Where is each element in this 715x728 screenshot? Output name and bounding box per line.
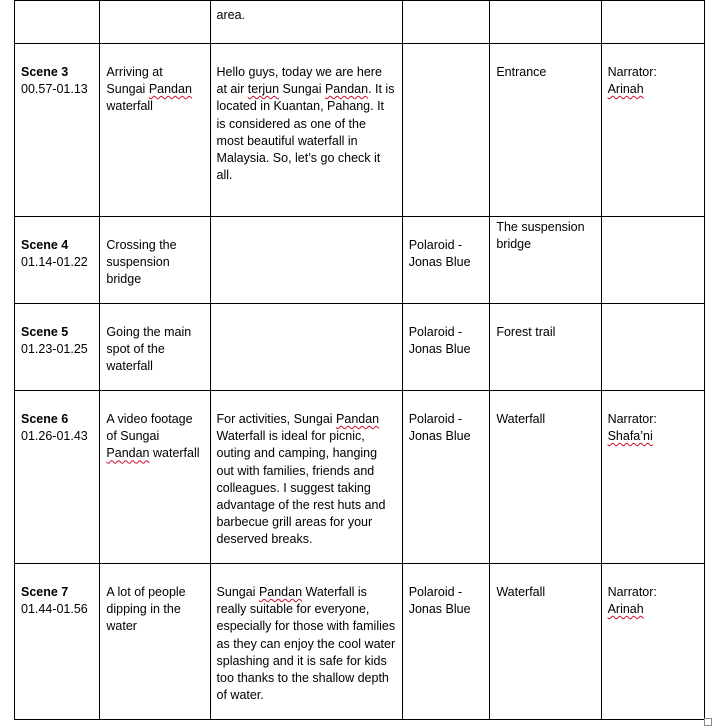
cell-dialogue	[210, 217, 402, 304]
description-text: waterfall	[106, 99, 153, 114]
table-row	[15, 217, 705, 304]
description-text: Arriving at Sungai	[106, 65, 163, 97]
cell-scene	[15, 44, 100, 217]
cell-description	[100, 304, 210, 391]
cell-dialogue	[210, 564, 402, 720]
cell-scene	[15, 564, 100, 720]
cell-music	[402, 564, 490, 720]
cell-location	[490, 217, 601, 304]
location-text: Forest trail	[496, 325, 556, 339]
scene-title: Scene 7	[21, 585, 69, 599]
description-text: waterfall	[149, 446, 200, 461]
location-text: Waterfall	[496, 585, 546, 599]
cell-dialogue	[210, 44, 402, 217]
spellcheck-word: Pandan	[336, 412, 380, 426]
music-text: Polaroid - Jonas Blue	[408, 238, 471, 270]
cell-location	[490, 564, 601, 720]
description-text: A lot of people dipping in the water	[106, 585, 186, 634]
cell-description	[100, 564, 210, 720]
cell-narrator	[601, 44, 704, 217]
spellcheck-word: Pandan	[324, 82, 369, 97]
cell-narrator	[601, 564, 704, 720]
spellcheck-word: Pandan	[148, 82, 192, 97]
scene-time: 01.44-01.56	[21, 602, 88, 617]
cell-dialogue	[210, 391, 402, 564]
cell-scene	[15, 304, 100, 391]
table-resize-handle[interactable]	[704, 718, 712, 726]
scene-time: 01.26-01.43	[21, 429, 88, 444]
table-row	[15, 44, 705, 217]
cell-location	[490, 391, 601, 564]
scene-title: Scene 6	[21, 412, 69, 426]
scene-title: Scene 3	[21, 65, 69, 79]
scene-title: Scene 4	[21, 238, 69, 252]
cell-narrator	[601, 304, 704, 391]
table-row	[15, 304, 705, 391]
narrator-name: Shafa’ni	[607, 429, 653, 444]
narrator-label: Narrator:	[607, 585, 657, 599]
scene-title: Scene 5	[21, 325, 69, 339]
cell-scene	[15, 217, 100, 304]
cell-description	[100, 44, 210, 217]
cell-music	[402, 217, 490, 304]
cell-music	[402, 391, 490, 564]
narrator-name: Arinah	[607, 602, 644, 617]
table-row	[15, 391, 705, 564]
table-row-partial	[15, 1, 705, 44]
spellcheck-word: Pandan	[106, 446, 150, 461]
cell-location	[490, 304, 601, 391]
cell-description	[100, 1, 210, 44]
table-row	[15, 564, 705, 720]
dialogue-text: area.	[216, 8, 246, 22]
cell-narrator	[601, 391, 704, 564]
spellcheck-word: Pandan	[258, 585, 303, 599]
music-text: Polaroid - Jonas Blue	[408, 585, 471, 617]
cell-music	[402, 1, 490, 44]
scene-time: 01.14-01.22	[21, 255, 88, 270]
music-text: Polaroid - Jonas Blue	[408, 412, 471, 444]
dialogue-text: For activities, Sungai	[216, 412, 337, 426]
cell-dialogue	[210, 1, 402, 44]
scene-time: 01.23-01.25	[21, 342, 88, 357]
description-text: Going the main spot of the waterfall	[106, 325, 192, 374]
narrator-label: Narrator:	[607, 65, 657, 79]
cell-narrator	[601, 217, 704, 304]
cell-music	[402, 304, 490, 391]
storyboard-table	[14, 0, 705, 720]
music-text: Polaroid - Jonas Blue	[408, 325, 471, 357]
scene-time: 00.57-01.13	[21, 82, 88, 97]
dialogue-text: . It is located in Kuantan, Pahang. It is considered as one of the most beautiful waterfall in Malaysia. So, let’s go check it all.	[216, 82, 395, 183]
narrator-name: Arinah	[607, 82, 644, 97]
dialogue-text: Waterfall is ideal for picnic, outing and camping, hanging out with families, friends and colleagues. I suggest taking advantage of the rest huts and barbecue grill areas for your deserved breaks.	[216, 429, 386, 547]
location-text: Entrance	[496, 65, 547, 79]
dialogue-text: Hello guys, today we are here at air	[216, 65, 382, 97]
dialogue-text: Waterfall is really suitable for everyone, especially for those with families as they can enjoy the cool water splashing and it is safe for kids too thanks to the shallow depth of water.	[216, 585, 396, 703]
cell-description	[100, 217, 210, 304]
cell-scene	[15, 1, 100, 44]
location-text: The suspension bridge	[496, 220, 585, 252]
cell-narrator	[601, 1, 704, 44]
cell-dialogue	[210, 304, 402, 391]
spellcheck-word: terjun	[247, 82, 280, 97]
narrator-label: Narrator:	[607, 412, 657, 426]
cell-music	[402, 44, 490, 217]
cell-scene	[15, 391, 100, 564]
description-text: Crossing the suspension bridge	[106, 238, 177, 287]
location-text: Waterfall	[496, 412, 546, 426]
cell-description	[100, 391, 210, 564]
dialogue-text: Sungai	[216, 585, 259, 599]
cell-location	[490, 1, 601, 44]
cell-location	[490, 44, 601, 217]
dialogue-text: Sungai	[279, 82, 325, 97]
description-text: A video footage of Sungai	[106, 412, 193, 444]
